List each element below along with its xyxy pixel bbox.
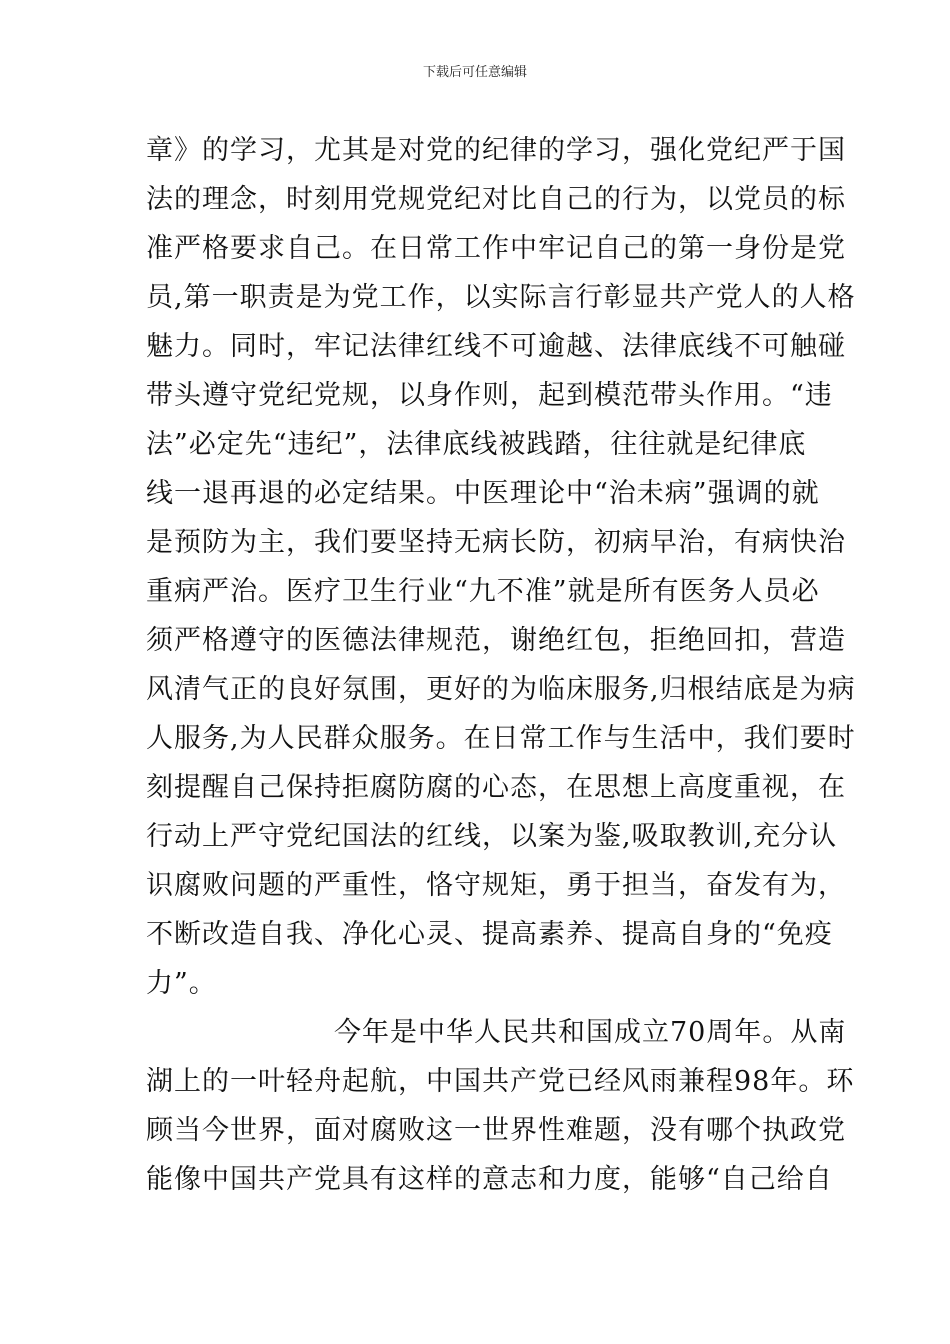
text-line: 顾当今世界，面对腐败这一世界性难题，没有哪个执政党 xyxy=(146,1115,846,1146)
text-line: 人服务,为人民群众服务。在日常工作与生活中，我们要时 xyxy=(146,723,856,754)
text-line: 识腐败问题的严重性，恪守规矩，勇于担当，奋发有为， xyxy=(146,870,846,901)
text-line: 线一退再退的必定结果。中医理论中“治未病”强调的就 xyxy=(146,478,820,509)
text-line: 重病严治。医疗卫生行业“九不准”就是所有医务人员必 xyxy=(146,576,820,607)
text-line: 须严格遵守的医德法律规范，谢绝红包，拒绝回扣，营造 xyxy=(146,625,846,656)
text-line: 湖上的一叶轻舟起航，中国共产党已经风雨兼程98年。环 xyxy=(146,1066,855,1097)
text-line: 员,第一职责是为党工作，以实际言行彰显共产党人的人格 xyxy=(146,282,856,313)
text-line: 法的理念，时刻用党规党纪对比自己的行为，以党员的标 xyxy=(146,184,846,215)
text-line: 准严格要求自己。在日常工作中牢记自己的第一身份是党 xyxy=(146,233,846,264)
text-line: 法”必定先“违纪”，法律底线被践踏，往往就是纪律底 xyxy=(146,429,807,460)
text-line: 行动上严守党纪国法的红线，以案为鉴,吸取教训,充分认 xyxy=(146,821,838,852)
paragraph-first-line: 今年是中华人民共和国成立70周年。从南 xyxy=(334,1017,847,1048)
text-line: 风清气正的良好氛围，更好的为临床服务,归根结底是为病 xyxy=(146,674,856,705)
text-line: 章》的学习，尤其是对党的纪律的学习，强化党纪严于国 xyxy=(146,135,846,166)
text-line: 刻提醒自己保持拒腐防腐的心态，在思想上高度重视，在 xyxy=(146,772,846,803)
text-line: 魅力。同时，牢记法律红线不可逾越、法律底线不可触碰 xyxy=(146,331,846,362)
text-line: 力”。 xyxy=(146,968,217,999)
text-line: 能像中国共产党具有这样的意志和力度，能够“自己给自 xyxy=(146,1164,833,1195)
text-line: 带头遵守党纪党规，以身作则，起到模范带头作用。“违 xyxy=(146,380,833,411)
page-header-note: 下载后可任意编辑 xyxy=(422,65,527,80)
text-line: 不断改造自我、净化心灵、提高素养、提高自身的“免疫 xyxy=(146,919,833,950)
text-line: 是预防为主，我们要坚持无病长防，初病早治，有病快治 xyxy=(146,527,846,558)
body-text xyxy=(146,126,856,1204)
